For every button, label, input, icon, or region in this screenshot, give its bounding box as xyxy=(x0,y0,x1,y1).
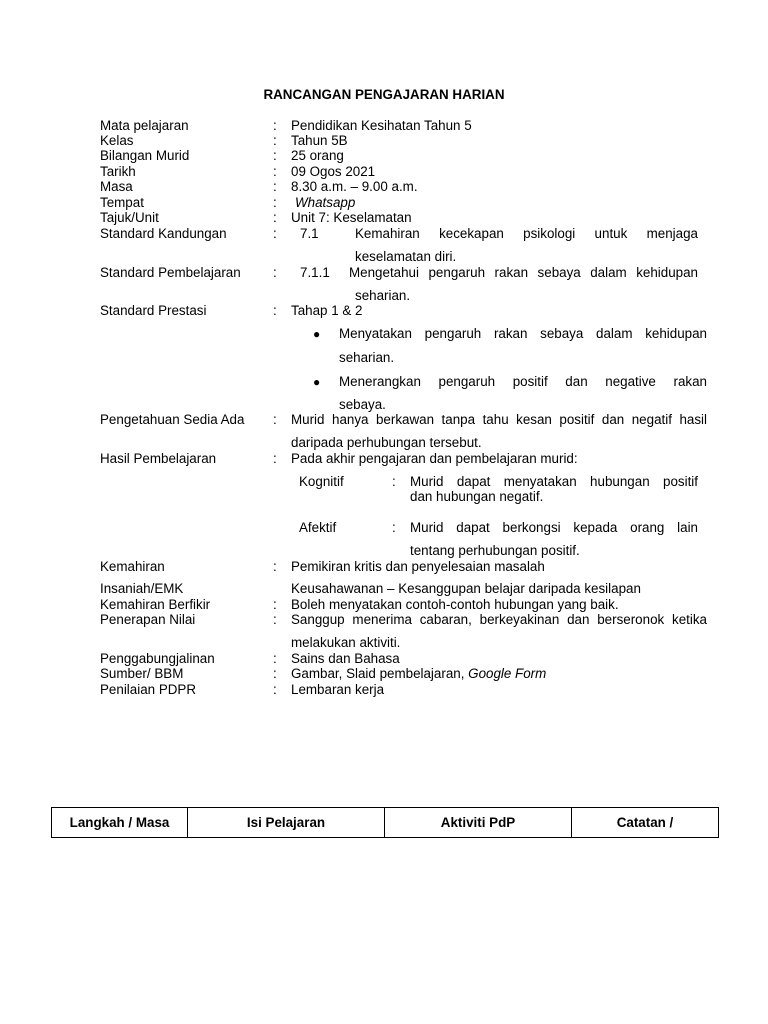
value-standard-prestasi: Tahap 1 & 2 xyxy=(291,303,363,318)
colon: : xyxy=(273,195,277,210)
label-hasil-pembelajaran: Hasil Pembelajaran xyxy=(100,451,217,466)
document-title: RANCANGAN PENGAJARAN HARIAN xyxy=(263,87,505,102)
label-pengetahuan-sedia-ada: Pengetahuan Sedia Ada xyxy=(100,412,245,427)
value-kognitif-line2: dan hubungan negatif. xyxy=(410,489,544,504)
value-tempat: Whatsapp xyxy=(295,195,356,210)
value-sumber-bbm-italic: Google Form xyxy=(468,666,547,681)
prestasi-bullet-2-line1: Menerangkan pengaruh positif dan negative rakan xyxy=(339,374,707,389)
label-kognitif: Kognitif xyxy=(299,474,344,489)
label-masa: Masa xyxy=(100,179,133,194)
table-header-row xyxy=(52,808,719,838)
colon: : xyxy=(273,303,277,318)
value-afektif-line2: tentang perhubungan positif. xyxy=(410,543,580,558)
colon: : xyxy=(273,612,277,627)
colon: : xyxy=(273,265,277,280)
colon: : xyxy=(273,651,277,666)
prestasi-bullet-2-line2: sebaya. xyxy=(339,397,386,412)
label-penerapan-nilai: Penerapan Nilai xyxy=(100,612,196,627)
value-penerapan-nilai-line1: Sanggup menerima cabaran, berkeyakinan dan berseronok ketika xyxy=(291,612,707,627)
value-penerapan-nilai-line2: melakukan aktiviti. xyxy=(291,635,401,650)
label-standard-kandungan: Standard Kandungan xyxy=(100,226,227,241)
colon: : xyxy=(273,451,277,466)
value-penilaian-pdpr: Lembaran kerja xyxy=(291,682,385,697)
value-afektif-line1: Murid dapat berkongsi kepada orang lain xyxy=(410,520,698,535)
code-standard-kandungan: 7.1 xyxy=(300,226,319,241)
label-insaniah: Insaniah/EMK xyxy=(100,581,184,596)
value-kognitif-line1: Murid dapat menyatakan hubungan positif xyxy=(410,474,698,489)
bullet-icon: ● xyxy=(313,327,321,341)
colon: : xyxy=(273,682,277,697)
colon: : xyxy=(273,164,277,179)
colon: : xyxy=(273,597,277,612)
prestasi-bullet-1-line1: Menyatakan pengaruh rakan sebaya dalam kehidupan xyxy=(339,326,707,341)
label-tempat: Tempat xyxy=(100,195,144,210)
value-sumber-bbm-text: Gambar, Slaid pembelajaran, xyxy=(291,666,469,681)
table-header-isi-pelajaran: Isi Pelajaran xyxy=(188,808,385,838)
table-header-catatan: Catatan / xyxy=(572,808,719,838)
value-kemahiran-berfikir: Boleh menyatakan contoh-contoh hubungan yang baik. xyxy=(291,597,619,612)
colon: : xyxy=(273,666,277,681)
value-hasil-pembelajaran: Pada akhir pengajaran dan pembelajaran murid: xyxy=(291,451,578,466)
label-standard-pembelajaran: Standard Pembelajaran xyxy=(100,265,241,280)
label-tajuk-unit: Tajuk/Unit xyxy=(100,210,159,225)
label-tarikh: Tarikh xyxy=(100,164,136,179)
colon: : xyxy=(273,412,277,427)
label-penggabungjalinan: Penggabungjalinan xyxy=(100,651,215,666)
value-sumber-bbm xyxy=(291,666,546,681)
value-standard-pembelajaran-line2: seharian. xyxy=(355,288,411,303)
value-bilangan-murid: 25 orang xyxy=(291,148,344,163)
value-penggabungjalinan: Sains dan Bahasa xyxy=(291,651,400,666)
table-header-langkah: Langkah / Masa xyxy=(52,808,188,838)
value-masa: 8.30 a.m. – 9.00 a.m. xyxy=(291,179,418,194)
value-tarikh: 09 Ogos 2021 xyxy=(291,164,376,179)
colon: : xyxy=(273,133,277,148)
colon: : xyxy=(273,226,277,241)
label-afektif: Afektif xyxy=(299,520,337,535)
value-tajuk-unit: Unit 7: Keselamatan xyxy=(291,210,412,225)
colon: : xyxy=(392,520,396,535)
label-sumber-bbm: Sumber/ BBM xyxy=(100,666,184,681)
value-kelas: Tahun 5B xyxy=(291,133,348,148)
label-kemahiran-berfikir: Kemahiran Berfikir xyxy=(100,597,211,612)
lesson-steps-table xyxy=(51,807,719,838)
prestasi-bullet-1-line2: seharian. xyxy=(339,350,395,365)
value-standard-kandungan-line1: Kemahiran kecekapan psikologi untuk menjaga xyxy=(355,226,698,241)
value-kemahiran: Pemikiran kritis dan penyelesaian masalah xyxy=(291,559,545,574)
label-standard-prestasi: Standard Prestasi xyxy=(100,303,207,318)
value-pengetahuan-line2: daripada perhubungan tersebut. xyxy=(291,435,482,450)
colon: : xyxy=(273,559,277,574)
colon: : xyxy=(273,179,277,194)
colon: : xyxy=(273,148,277,163)
table-header-aktiviti: Aktiviti PdP xyxy=(385,808,572,838)
colon: : xyxy=(392,474,396,489)
label-kemahiran: Kemahiran xyxy=(100,559,165,574)
value-insaniah: Keusahawanan – Kesanggupan belajar daripada kesilapan xyxy=(291,581,641,596)
label-penilaian-pdpr: Penilaian PDPR xyxy=(100,682,197,697)
label-bilangan-murid: Bilangan Murid xyxy=(100,148,190,163)
value-mata-pelajaran: Pendidikan Kesihatan Tahun 5 xyxy=(291,118,472,133)
colon: : xyxy=(273,118,277,133)
label-mata-pelajaran: Mata pelajaran xyxy=(100,118,189,133)
value-standard-pembelajaran-line1: Mengetahui pengaruh rakan sebaya dalam kehidupan xyxy=(349,265,698,280)
value-pengetahuan-line1: Murid hanya berkawan tanpa tahu kesan positif dan negatif hasil xyxy=(291,412,707,427)
code-standard-pembelajaran: 7.1.1 xyxy=(300,265,330,280)
bullet-icon: ● xyxy=(313,375,321,389)
value-standard-kandungan-line2: keselamatan diri. xyxy=(355,249,457,264)
colon: : xyxy=(273,210,277,225)
label-kelas: Kelas xyxy=(100,133,134,148)
